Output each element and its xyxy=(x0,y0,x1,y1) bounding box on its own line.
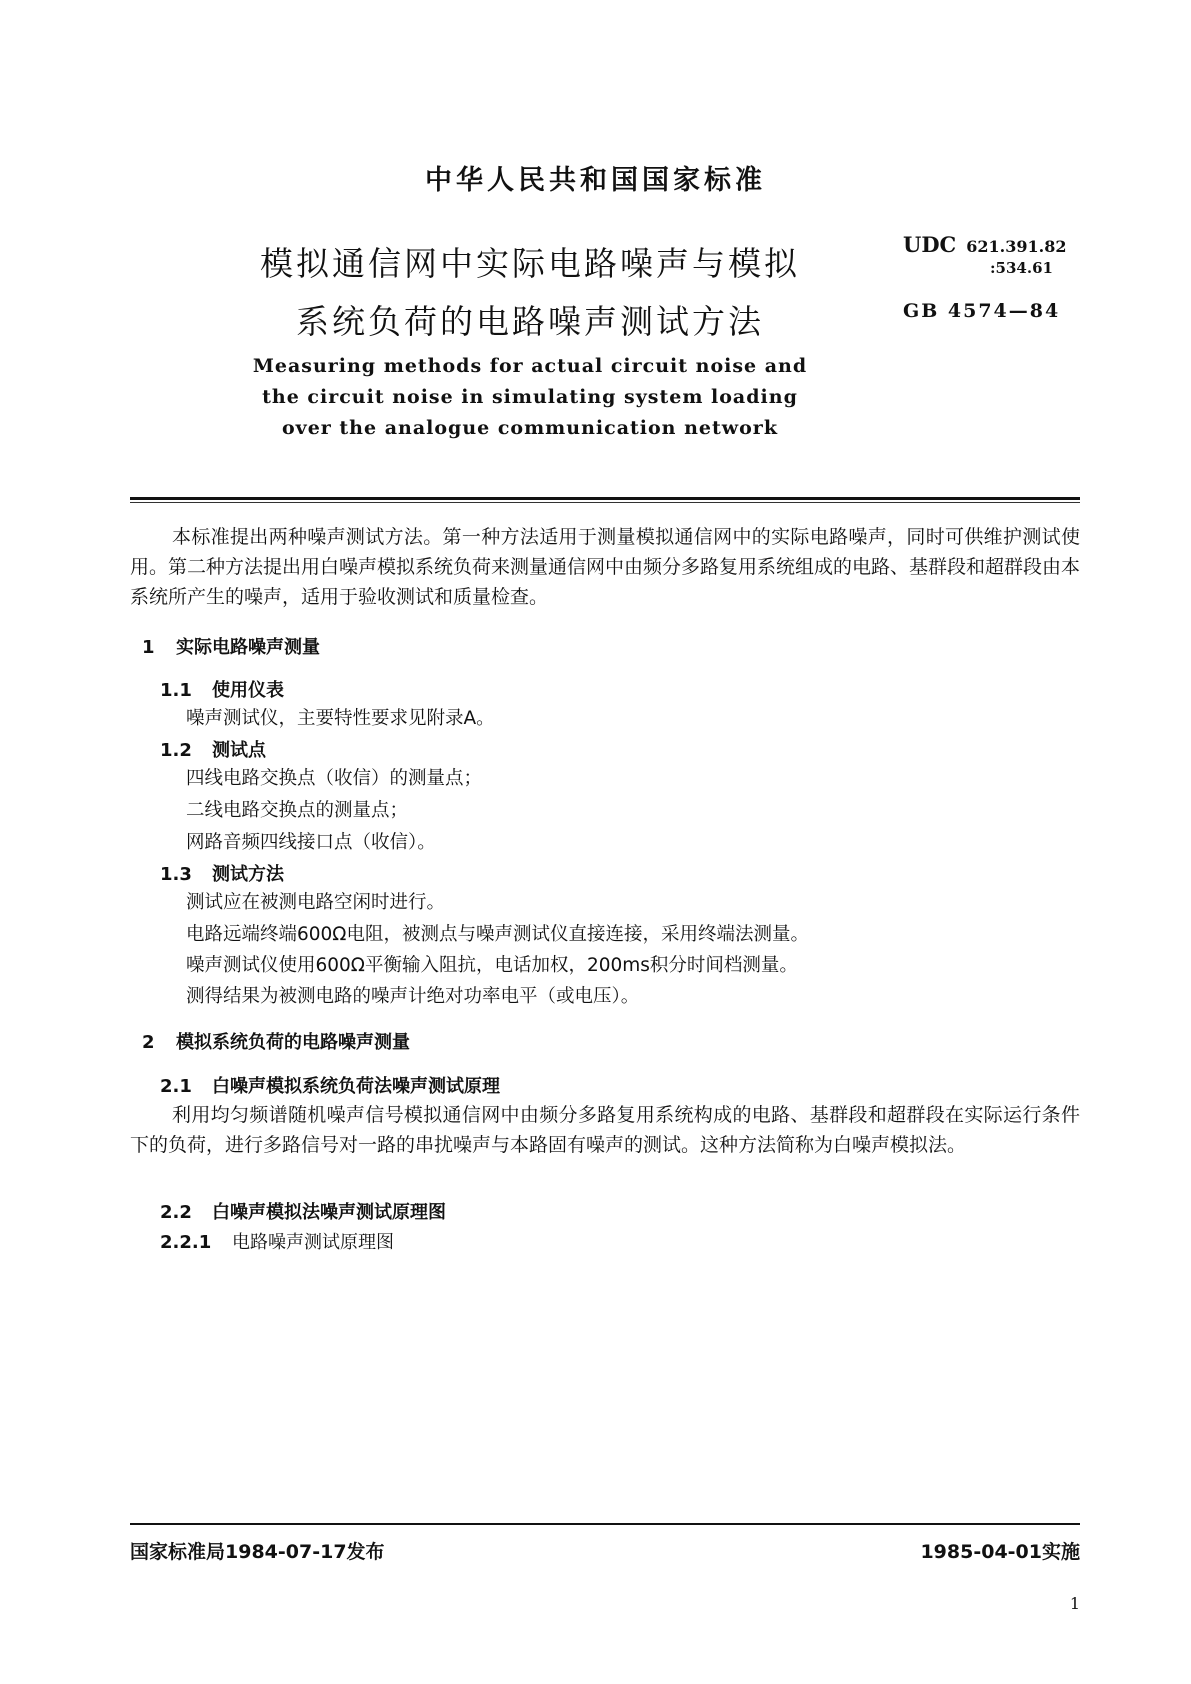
subsection-number: 1.3 xyxy=(160,864,192,885)
subsection-title: 测试点 xyxy=(212,740,266,761)
subsection-number: 1.1 xyxy=(160,680,192,701)
footer-divider xyxy=(130,1523,1080,1525)
gb-number: GB 4574—84 xyxy=(903,300,1061,322)
subsection-2-1-heading xyxy=(160,1072,500,1098)
national-standard-heading: 中华人民共和国国家标准 xyxy=(425,165,766,196)
title-en-line2: the circuit noise in simulating system loading xyxy=(262,386,798,408)
list-item: 网路音频四线接口点（收信）。 xyxy=(186,832,436,853)
subsection-1-2-heading xyxy=(160,736,266,762)
section-1-heading xyxy=(142,633,320,659)
title-cn-line1: 模拟通信网中实际电路噪声与模拟 xyxy=(260,244,800,283)
udc-label: UDC xyxy=(903,232,957,257)
subsection-2-1-paragraph: 利用均匀频谱随机噪声信号模拟通信网中由频分多路复用系统构成的电路、基群段和超群段在实际运行条件下的负荷，进行多路信号对一路的串扰噪声与本路固有噪声的测试。这种方法简称为白噪声模拟法。 xyxy=(130,1104,1080,1156)
list-item: 测试应在被测电路空闲时进行。 xyxy=(186,892,446,913)
header-divider xyxy=(130,497,1080,500)
subsection-number: 1.2 xyxy=(160,740,192,761)
list-item: 测得结果为被测电路的噪声计绝对功率电平（或电压）。 xyxy=(186,986,640,1007)
list-item: 二线电路交换点的测量点； xyxy=(186,800,409,821)
issue-date: 国家标准局1984-07-17发布 xyxy=(130,1541,385,1563)
subsection-title: 白噪声模拟系统负荷法噪声测试原理 xyxy=(212,1076,500,1097)
subsection-number: 2.2 xyxy=(160,1202,192,1223)
subsection-2-2-1-heading xyxy=(160,1228,394,1254)
list-item: 电路远端终端600Ω电阻，被测点与噪声测试仪直接连接，采用终端法测量。 xyxy=(186,924,809,945)
subsection-1-1-heading xyxy=(160,676,284,702)
page-number: 1 xyxy=(1069,1594,1080,1613)
effective-date: 1985-04-01实施 xyxy=(920,1541,1080,1563)
section-number: 1 xyxy=(142,637,155,658)
list-item: 四线电路交换点（收信）的测量点； xyxy=(186,768,483,789)
section-number: 2 xyxy=(142,1032,155,1053)
list-item: 噪声测试仪，主要特性要求见附录A。 xyxy=(186,708,495,729)
subsection-number: 2.2.1 xyxy=(160,1232,212,1253)
subsection-title: 测试方法 xyxy=(212,864,284,885)
header-divider-thin xyxy=(130,502,1080,503)
subsection-title: 电路噪声测试原理图 xyxy=(232,1232,394,1253)
udc-block xyxy=(903,232,1066,257)
title-en-line1: Measuring methods for actual circuit noise and xyxy=(252,355,808,377)
title-cn-line2: 系统负荷的电路噪声测试方法 xyxy=(296,302,764,341)
subsection-title: 白噪声模拟法噪声测试原理图 xyxy=(212,1202,446,1223)
intro-paragraph: 本标准提出两种噪声测试方法。第一种方法适用于测量模拟通信网中的实际电路噪声，同时可供维护测试使用。第二种方法提出用白噪声模拟系统负荷来测量通信网中由频分多路复用系统组成的电路、基群段和超群段由本系统所产生的噪声，适用于验收测试和质量检查。 xyxy=(130,526,1081,608)
section-2-heading xyxy=(142,1028,410,1054)
list-item: 噪声测试仪使用600Ω平衡输入阻抗，电话加权，200ms积分时间档测量。 xyxy=(186,955,798,976)
udc-number2: :534.61 xyxy=(990,259,1053,277)
title-en-line3: over the analogue communication network xyxy=(281,417,778,439)
udc-number1: 621.391.82 xyxy=(966,237,1067,256)
subsection-title: 使用仪表 xyxy=(212,680,284,701)
section-title: 实际电路噪声测量 xyxy=(176,637,320,658)
subsection-number: 2.1 xyxy=(160,1076,192,1097)
section-title: 模拟系统负荷的电路噪声测量 xyxy=(176,1032,410,1053)
subsection-1-3-heading xyxy=(160,860,284,886)
subsection-2-2-heading xyxy=(160,1198,446,1224)
